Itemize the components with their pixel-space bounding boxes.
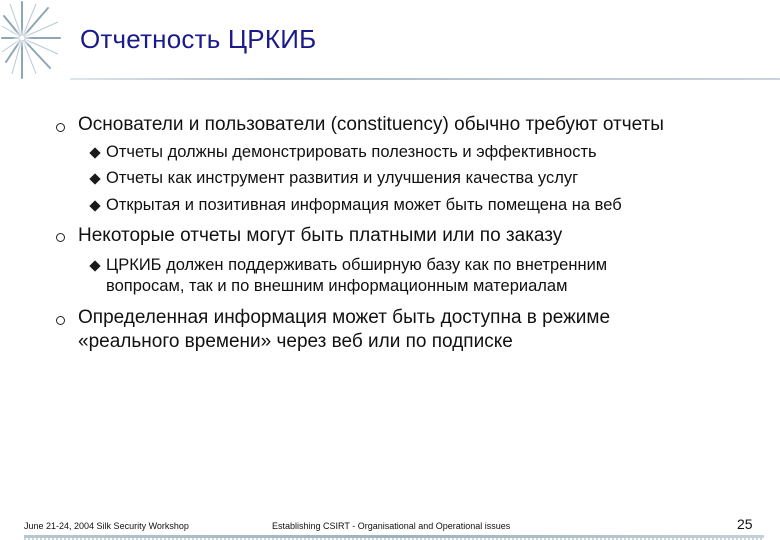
footer-event: June 21-24, 2004 Silk Security Workshop (24, 521, 189, 531)
footer-topic: Establishing CSIRT - Organisational and Operational issues (272, 521, 511, 531)
diamond-bullet-icon (89, 173, 100, 184)
circle-bullet-icon (56, 316, 65, 325)
bullet-level1: Некоторые отчеты могут быть платными или по заказу (78, 225, 563, 246)
bullet-level1: Основатели и пользователи (constituency) обычно требуют отчеты (78, 114, 664, 135)
bullet-level1-line2: «реального времени» через веб или по подписке (78, 331, 513, 352)
page-number: 25 (737, 516, 753, 532)
bullet-level2: Отчеты должны демонстрировать полезность и эффективность (106, 143, 597, 161)
diamond-bullet-icon (89, 260, 100, 271)
bullet-level2: Отчеты как инструмент развития и улучшения качества услуг (106, 169, 579, 187)
bullet-level2: Открытая и позитивная информация может быть помещена на веб (106, 196, 622, 214)
circle-bullet-icon (56, 233, 65, 242)
diamond-bullet-icon (89, 200, 100, 211)
starburst-logo-icon (0, 0, 70, 80)
slide-title: Отчетность ЦРКИБ (80, 24, 317, 54)
diamond-bullet-icon (89, 147, 100, 158)
title-divider (70, 78, 780, 80)
circle-bullet-icon (56, 123, 65, 132)
bullet-level1-line1: Определенная информация может быть доступна в режиме (78, 307, 611, 328)
bullet-level2-line2: вопросам, так и по внешним информационным материалам (106, 277, 568, 295)
bullet-level2-line1: ЦРКИБ должен поддерживать обширную базу как по внетренним (106, 256, 608, 274)
